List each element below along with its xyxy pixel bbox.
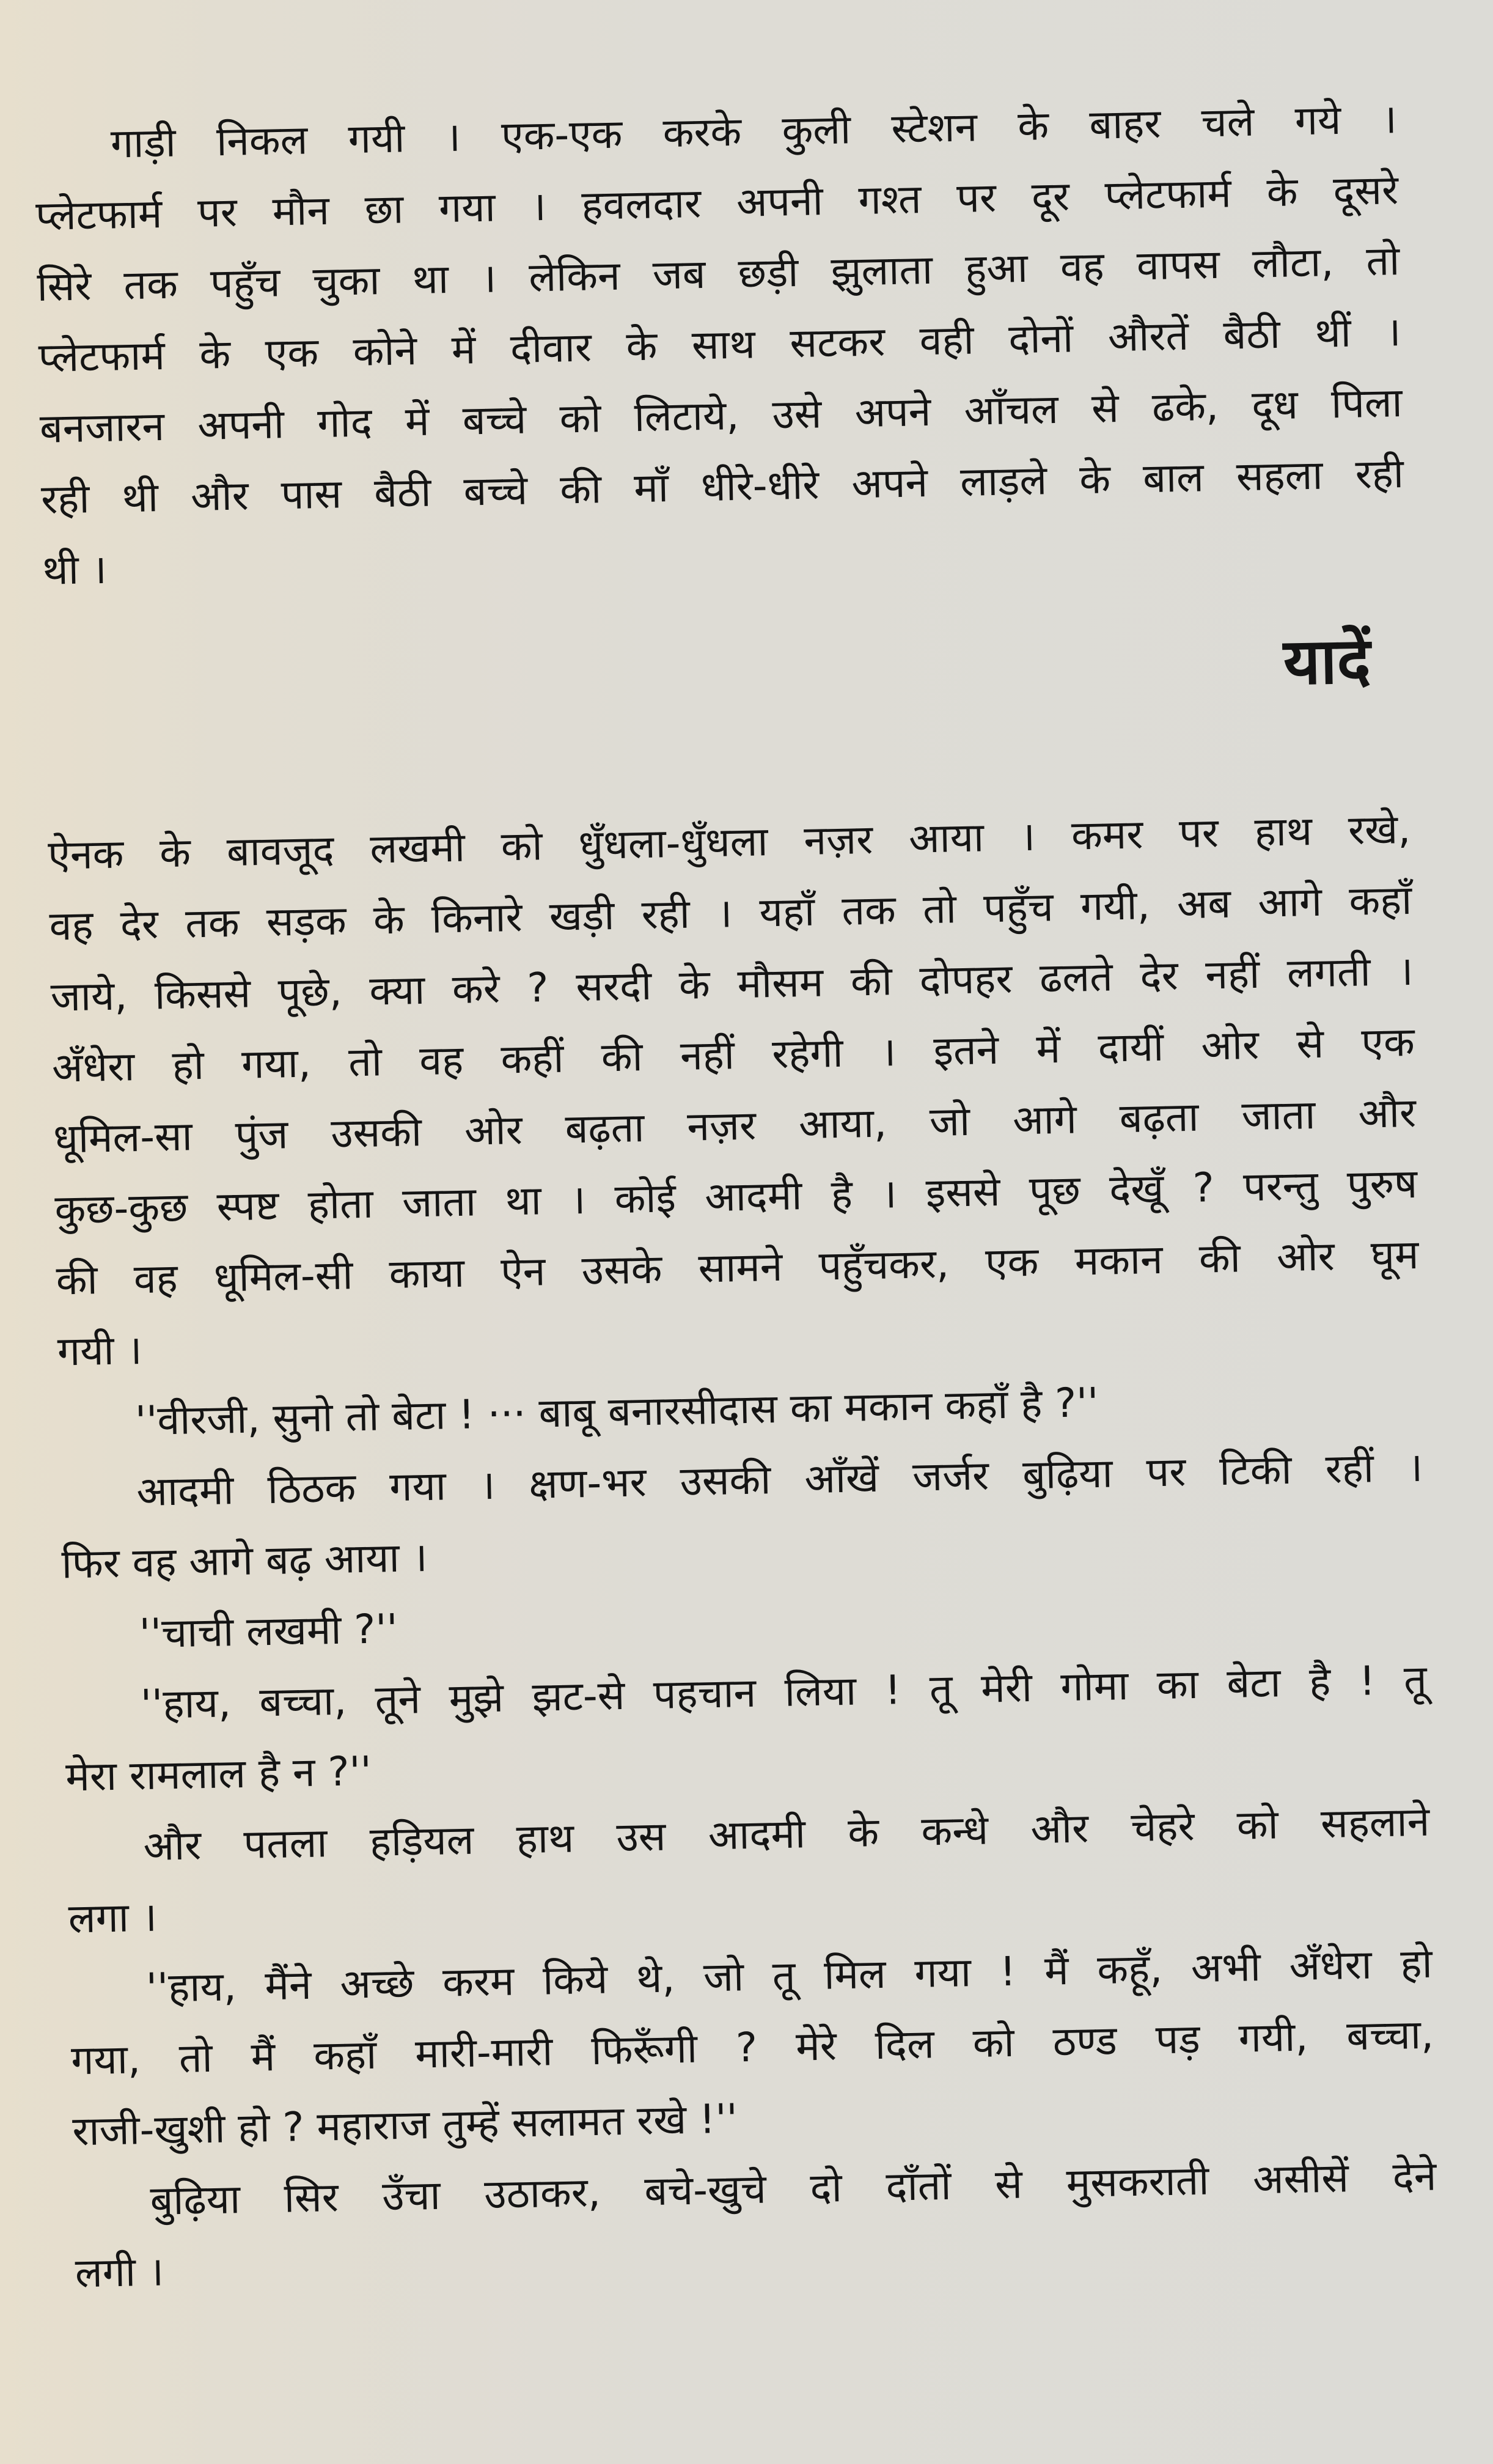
text-line: लगा । (68, 1893, 158, 1943)
text-line: गाड़ी निकल गयी । एक-एक करके कुली स्टेशन के बाहर चले गये । (110, 95, 1398, 167)
text-line: ''चाची लखमी ?'' (139, 1605, 398, 1658)
text-line: ''वीरजी, सुनो तो बेटा ! ··· बाबू बनारसीदास का मकान कहाँ है ?'' (134, 1378, 1099, 1445)
text-line: धूमिल-सा पुंज उसकी ओर बढ़ता नज़र आया, जो आगे बढ़ता जाता और (53, 1089, 1417, 1163)
text-line: प्लेटफार्म पर मौन छा गया । हवलदार अपनी गश्त पर दूर प्लेटफार्म के दूसरे (35, 166, 1399, 240)
dialogue-paragraph (69, 1929, 1436, 2168)
book-page (34, 84, 1439, 2309)
dialogue-paragraph (64, 1645, 1429, 1813)
text-line: मेरा रामलाल है न ?'' (65, 1747, 372, 1801)
text-line: राजी-खुशी हो ? महाराज तुम्हें सलामत रखे !'' (72, 2095, 738, 2155)
text-line: थी । (42, 545, 108, 594)
paragraph-railway-platform (34, 84, 1406, 606)
text-line: गया, तो मैं कहाँ मारी-मारी फिरूँगी ? मेरे दिल को ठण्ड पड़ गयी, बच्चा, (70, 2010, 1434, 2084)
paragraph (73, 2141, 1439, 2309)
paragraph (47, 794, 1420, 1388)
text-line: प्लेटफार्म के एक कोने में दीवार के साथ सटकर वही दोनों औरतें बैठी थीं । (38, 308, 1402, 381)
text-line: गयी । (57, 1326, 143, 1375)
text-line: फिर वह आगे बढ़ आया । (61, 1534, 428, 1588)
text-line: बुढ़िया सिर उँचा उठाकर, बचे-खुचे दो दाँतों से मुसकराती असीसें देने (149, 2152, 1437, 2224)
text-line: वह देर तक सड़क के किनारे खड़ी रही । यहाँ तक तो पहुँच गयी, अब आगे कहाँ (48, 876, 1412, 950)
text-line: कुछ-कुछ स्पष्ट होता जाता था । कोई आदमी है । इससे पूछ देखूँ ? परन्तु पुरुष (54, 1160, 1418, 1234)
paragraph (59, 1432, 1425, 1600)
text-line: ''हाय, मैंने अच्छे करम किये थे, जो तू मिल गया ! मैं कहूँ, अभी अँधेरा हो (145, 1940, 1433, 2012)
text-line: सिरे तक पहुँच चुका था । लेकिन जब छड़ी झुलाता हुआ वह वापस लौटा, तो (36, 237, 1400, 311)
paragraph (66, 1787, 1431, 1955)
chapter-body (47, 794, 1438, 2309)
text-line: ऐनक के बावजूद लखमी को धुँधला-धुँधला नज़र आया । कमर पर हाथ रखे, (47, 805, 1411, 879)
text-line: और पतला हड़ियल हाथ उस आदमी के कन्धे और चेहरे को सहलाने (142, 1798, 1430, 1870)
text-line: अँधेरा हो गया, तो वह कहीं की नहीं रहेगी । इतने में दायीं ओर से एक (51, 1018, 1415, 1092)
text-line: जाये, किससे पूछे, क्या करे ? सरदी के मौसम की दोपहर ढलते देर नहीं लगती । (50, 947, 1414, 1021)
text-line: आदमी ठिठक गया । क्षण-भर उसकी आँखें जर्जर बुढ़िया पर टिकी रहीं । (136, 1443, 1423, 1516)
text-line: की वह धूमिल-सी काया ऐन उसके सामने पहुँचकर, एक मकान की ओर घूम (56, 1230, 1420, 1304)
text-line: रही थी और पास बैठी बच्चे की माँ धीरे-धीरे अपने लाड़ले के बाल सहला रही (40, 450, 1404, 523)
text-line: ''हाय, बच्चा, तूने मुझे झट-से पहचान लिया ! तू मेरी गोमा का बेटा है ! तू (140, 1656, 1428, 1729)
chapter-title: यादें (1283, 623, 1371, 699)
text-line: लगी । (75, 2248, 164, 2297)
text-line: बनजारन अपनी गोद में बच्चे को लिटाये, उसे अपने आँचल से ढके, दूध पिला (39, 379, 1403, 452)
